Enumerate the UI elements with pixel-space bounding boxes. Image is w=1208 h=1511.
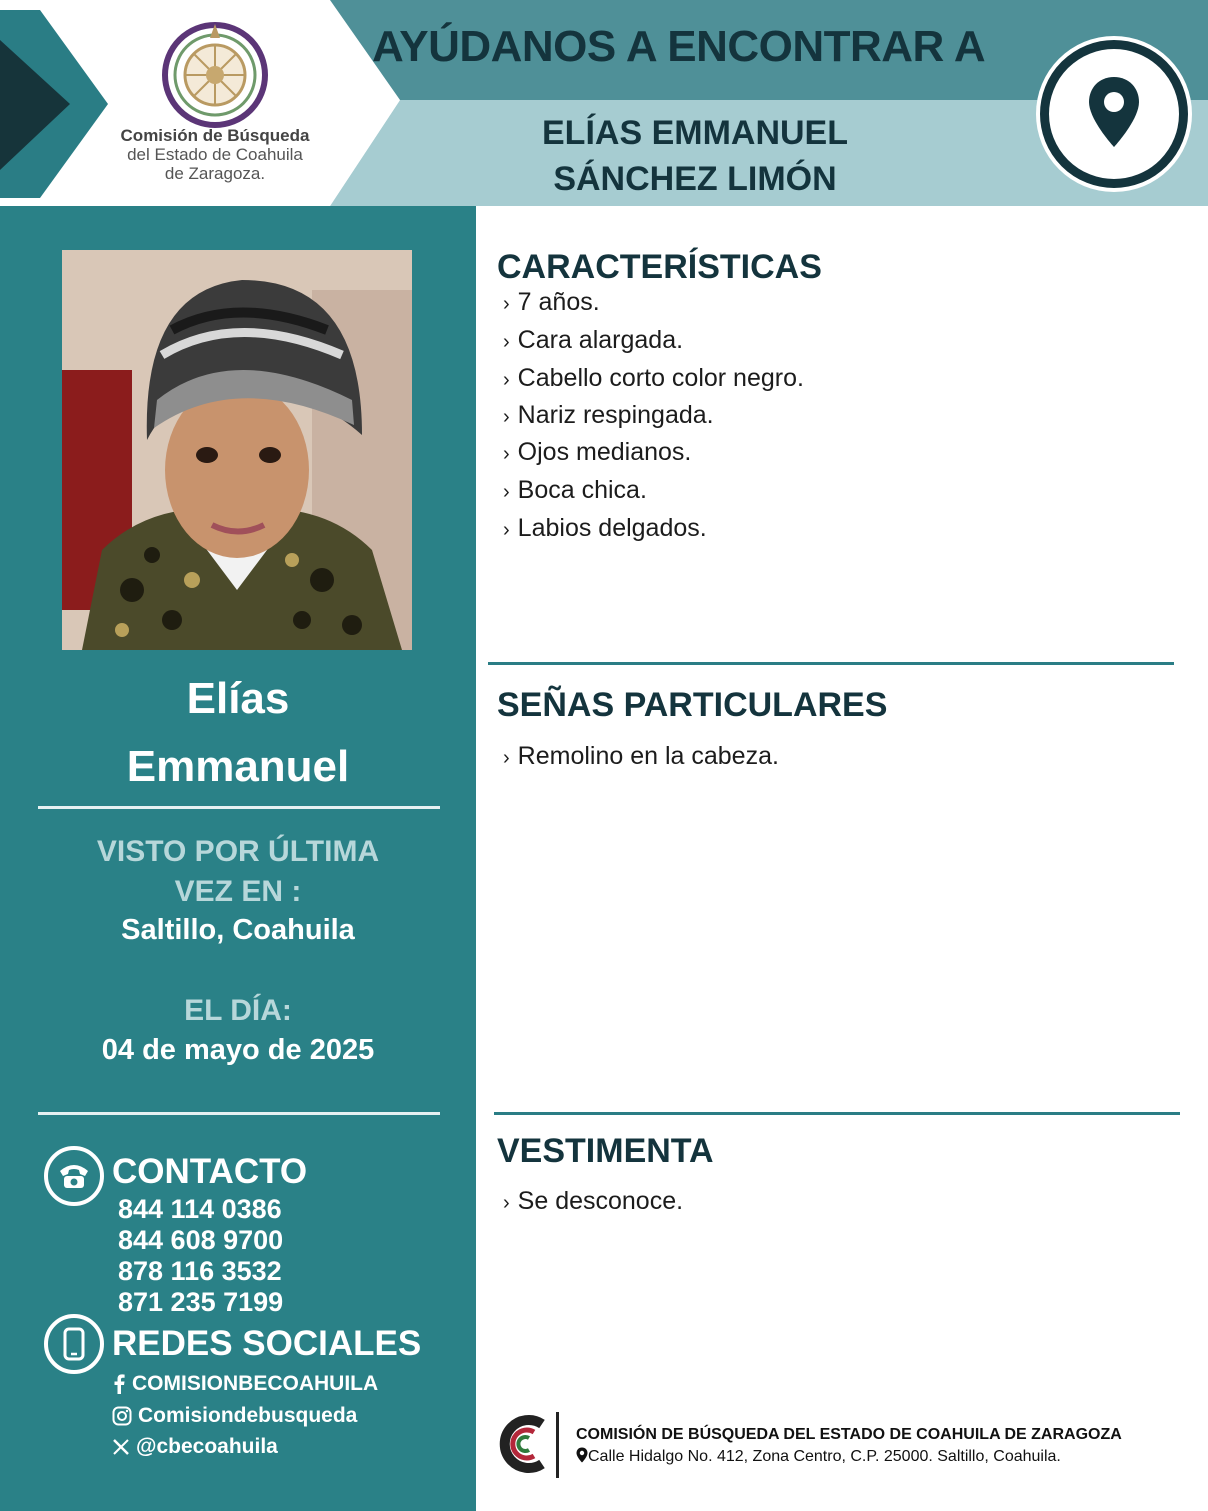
characteristic-item (503, 288, 600, 317)
chevron-right-icon: › (503, 519, 510, 541)
date-label: EL DÍA: (184, 994, 292, 1027)
section-divider (494, 1112, 1180, 1115)
social-title: REDES SOCIALES (112, 1324, 422, 1363)
characteristic-text: Labios delgados. (517, 514, 707, 542)
marks-title: SEÑAS PARTICULARES (497, 686, 888, 724)
mark-item (503, 742, 779, 771)
chevron-right-icon: › (503, 369, 510, 391)
missing-person-photo (62, 250, 412, 650)
footer-logo (494, 1414, 548, 1474)
org-name-line1: Comisión de Búsqueda (120, 126, 310, 145)
phone-icon (57, 1161, 91, 1191)
instagram-handle: Comisiondebusqueda (138, 1404, 358, 1427)
social-x[interactable] (112, 1435, 278, 1459)
phone-number-3[interactable]: 878 116 3532 (118, 1256, 282, 1286)
footer-separator (556, 1412, 559, 1478)
characteristic-text: Ojos medianos. (517, 438, 692, 466)
divider (38, 1112, 440, 1115)
clothing-title: VESTIMENTA (497, 1132, 714, 1170)
chevron-right-icon: › (503, 406, 510, 428)
mobile-icon-badge (44, 1314, 104, 1374)
commission-logo (160, 20, 270, 130)
chevron-right-icon: › (503, 747, 510, 769)
facebook-handle: COMISIONBECOAHUILA (132, 1372, 379, 1395)
location-badge (1040, 40, 1188, 188)
section-divider (488, 662, 1174, 665)
chevron-right-icon: › (503, 293, 510, 315)
x-handle: @cbecoahuila (136, 1435, 278, 1458)
characteristics-title: CARACTERÍSTICAS (497, 248, 822, 286)
person-first-name: Elías (186, 674, 290, 723)
phone-number-1[interactable]: 844 114 0386 (118, 1194, 282, 1224)
divider (38, 806, 440, 809)
info-panel (0, 206, 476, 1511)
footer-org-name: COMISIÓN DE BÚSQUEDA DEL ESTADO DE COAHUILA DE ZARAGOZA (576, 1426, 1122, 1443)
characteristic-item (503, 326, 683, 355)
chevron-right-icon: › (503, 481, 510, 503)
footer-address (576, 1447, 1061, 1466)
last-seen-place: Saltillo, Coahuila (121, 914, 355, 946)
facebook-icon (112, 1374, 126, 1394)
characteristic-text: Cara alargada. (517, 326, 684, 354)
mark-text: Remolino en la cabeza. (517, 742, 779, 770)
header-name-line2: SÁNCHEZ LIMÓN (553, 160, 837, 198)
phone-icon-badge (44, 1146, 104, 1206)
map-pin-icon (1087, 75, 1141, 149)
map-pin-icon (576, 1447, 588, 1463)
characteristic-text: Cabello corto color negro. (517, 364, 804, 392)
org-name-line3: de Zaragoza. (164, 164, 266, 183)
clothing-text: Se desconoce. (517, 1187, 684, 1215)
contact-title: CONTACTO (112, 1152, 308, 1191)
last-seen-label-line2: VEZ EN : (174, 875, 302, 908)
header (0, 0, 1208, 206)
characteristic-text: 7 años. (517, 288, 600, 316)
header-org-name (90, 126, 340, 183)
chevron-right-icon: › (503, 1192, 510, 1214)
social-instagram[interactable] (112, 1404, 357, 1428)
characteristic-item (503, 438, 691, 467)
mobile-icon (63, 1327, 85, 1361)
social-facebook[interactable] (112, 1372, 378, 1396)
characteristic-item (503, 514, 707, 543)
person-second-name: Emmanuel (126, 742, 350, 791)
header-title: AYÚDANOS A ENCONTRAR A (372, 22, 986, 71)
chevron-right-icon: › (503, 443, 510, 465)
clothing-item (503, 1187, 683, 1216)
last-seen-label (0, 832, 476, 912)
phone-number-4[interactable]: 871 235 7199 (118, 1287, 284, 1317)
characteristic-item (503, 401, 714, 430)
last-seen-date: 04 de mayo de 2025 (101, 1034, 375, 1066)
characteristic-item (503, 476, 647, 505)
org-name-line2: del Estado de Coahuila (127, 145, 303, 164)
last-seen-label-line1: VISTO POR ÚLTIMA (96, 835, 380, 868)
footer-address-text: Calle Hidalgo No. 412, Zona Centro, C.P. 25000. Saltillo, Coahuila. (588, 1448, 1061, 1465)
x-icon (112, 1438, 130, 1456)
instagram-icon (112, 1406, 132, 1426)
phone-number-2[interactable]: 844 608 9700 (118, 1225, 284, 1255)
characteristic-item (503, 364, 804, 393)
characteristic-text: Boca chica. (517, 476, 647, 504)
chevron-right-icon: › (503, 331, 510, 353)
header-name-line1: ELÍAS EMMANUEL (542, 114, 848, 152)
characteristic-text: Nariz respingada. (517, 401, 714, 429)
